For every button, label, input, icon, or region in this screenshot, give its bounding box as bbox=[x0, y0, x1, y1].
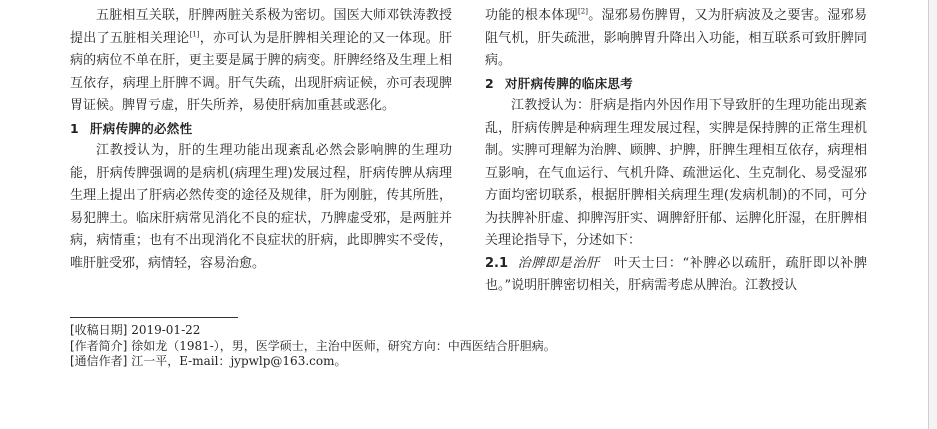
paragraph-text: 五脏相互关联，肝脾两脏关系极为密切。国医大师邓铁涛教授提出了五脏相关理论 bbox=[70, 8, 452, 46]
right-column bbox=[485, 5, 867, 298]
correspondence-label: [通信作者] bbox=[70, 354, 128, 368]
subsection-paragraph bbox=[485, 253, 867, 298]
footnote-divider bbox=[70, 317, 238, 318]
page-edge bbox=[928, 0, 937, 429]
paragraph bbox=[70, 5, 452, 118]
citation-ref[interactable]: [2] bbox=[578, 7, 588, 16]
paragraph: 江教授认为，肝的生理功能出现紊乱必然会影响脾的生理功能，肝病传脾强调的是病机(病理生理)发展过程，肝病传脾从病理生理上提出了肝病必然传变的途径及规律，肝为刚脏，传其所胜，易犯脾土。临床肝病常见消化不良的症状，乃脾虚受邪，是两脏并病，病情重；也有不出现消化不良症状的肝病，此即脾实不受传，唯肝脏受邪，病情轻，容易治愈。 bbox=[70, 143, 452, 271]
paragraph-text: 。湿邪易伤脾胃，又为肝病波及之要害。湿邪易阻气机，肝失疏泄，影响脾胃升降出入功能，相互联系可致肝脾同病。 bbox=[485, 8, 867, 68]
received-value: 2019-01-22 bbox=[131, 323, 201, 337]
subsection-text: 叶天士曰：“补脾必以疏肝，疏肝即以补脾也。”说明肝脾密切相关，肝病需考虑从脾治。江教授认 bbox=[485, 255, 867, 293]
received-date bbox=[70, 323, 870, 339]
paragraph-text: ，亦可认为是肝脾相关理论的又一体现。肝病的病位不单在肝，更主要是属于脾的病变。肝脾经络及生理上相互依存，病理上肝脾不调。肝气失疏，出现肝病证候，亦可表现脾胃证候。脾胃亏虚，肝失所养，易使肝病加重甚或恶化。 bbox=[70, 30, 452, 113]
subsection-title: 治脾即是治肝 bbox=[517, 255, 600, 271]
section-number: 1 bbox=[70, 120, 79, 136]
correspondence-value[interactable]: 江一平，E-mail：jypwlp@163.com。 bbox=[131, 354, 347, 368]
section-heading-2 bbox=[485, 73, 867, 96]
corresponding-author bbox=[70, 354, 870, 370]
section-title: 对肝病传脾的临床思考 bbox=[505, 75, 634, 91]
subsection-number: 2.1 bbox=[485, 255, 509, 271]
author-info bbox=[70, 339, 870, 355]
section-heading-1 bbox=[70, 118, 452, 141]
author-label: [作者简介] bbox=[70, 338, 128, 353]
section-number: 2 bbox=[485, 75, 494, 91]
paragraph-text: 功能的根本体现 bbox=[485, 8, 579, 23]
paragraph: 江教授认为：肝病是指内外因作用下导致肝的生理功能出现紊乱，肝病传脾是种病理生理发展过程，实脾是保持脾的正常生理机制。实脾可理解为治脾、顾脾、护脾，肝脾生理相互依存，病理相互影响，在气血运行、气机升降、疏泄运化、生克制化、易受湿邪方面均密切联系，根据肝脾相关病理生理(发病机制)的不同，可分为扶脾补肝虚、抑脾泻肝实、调脾舒肝郁、运脾化肝湿，在肝脾相关理论指导下，分述如下： bbox=[485, 98, 867, 248]
paragraph bbox=[485, 5, 867, 73]
left-column bbox=[70, 5, 452, 275]
article-footnotes bbox=[70, 323, 870, 370]
received-label: [收稿日期] bbox=[70, 323, 128, 337]
citation-ref[interactable]: [1] bbox=[189, 30, 200, 39]
section-title: 肝病传脾的必然性 bbox=[90, 120, 193, 136]
author-value: 徐如龙（1981-），男，医学硕士，主治中医师，研究方向：中西医结合肝胆病。 bbox=[131, 338, 556, 353]
